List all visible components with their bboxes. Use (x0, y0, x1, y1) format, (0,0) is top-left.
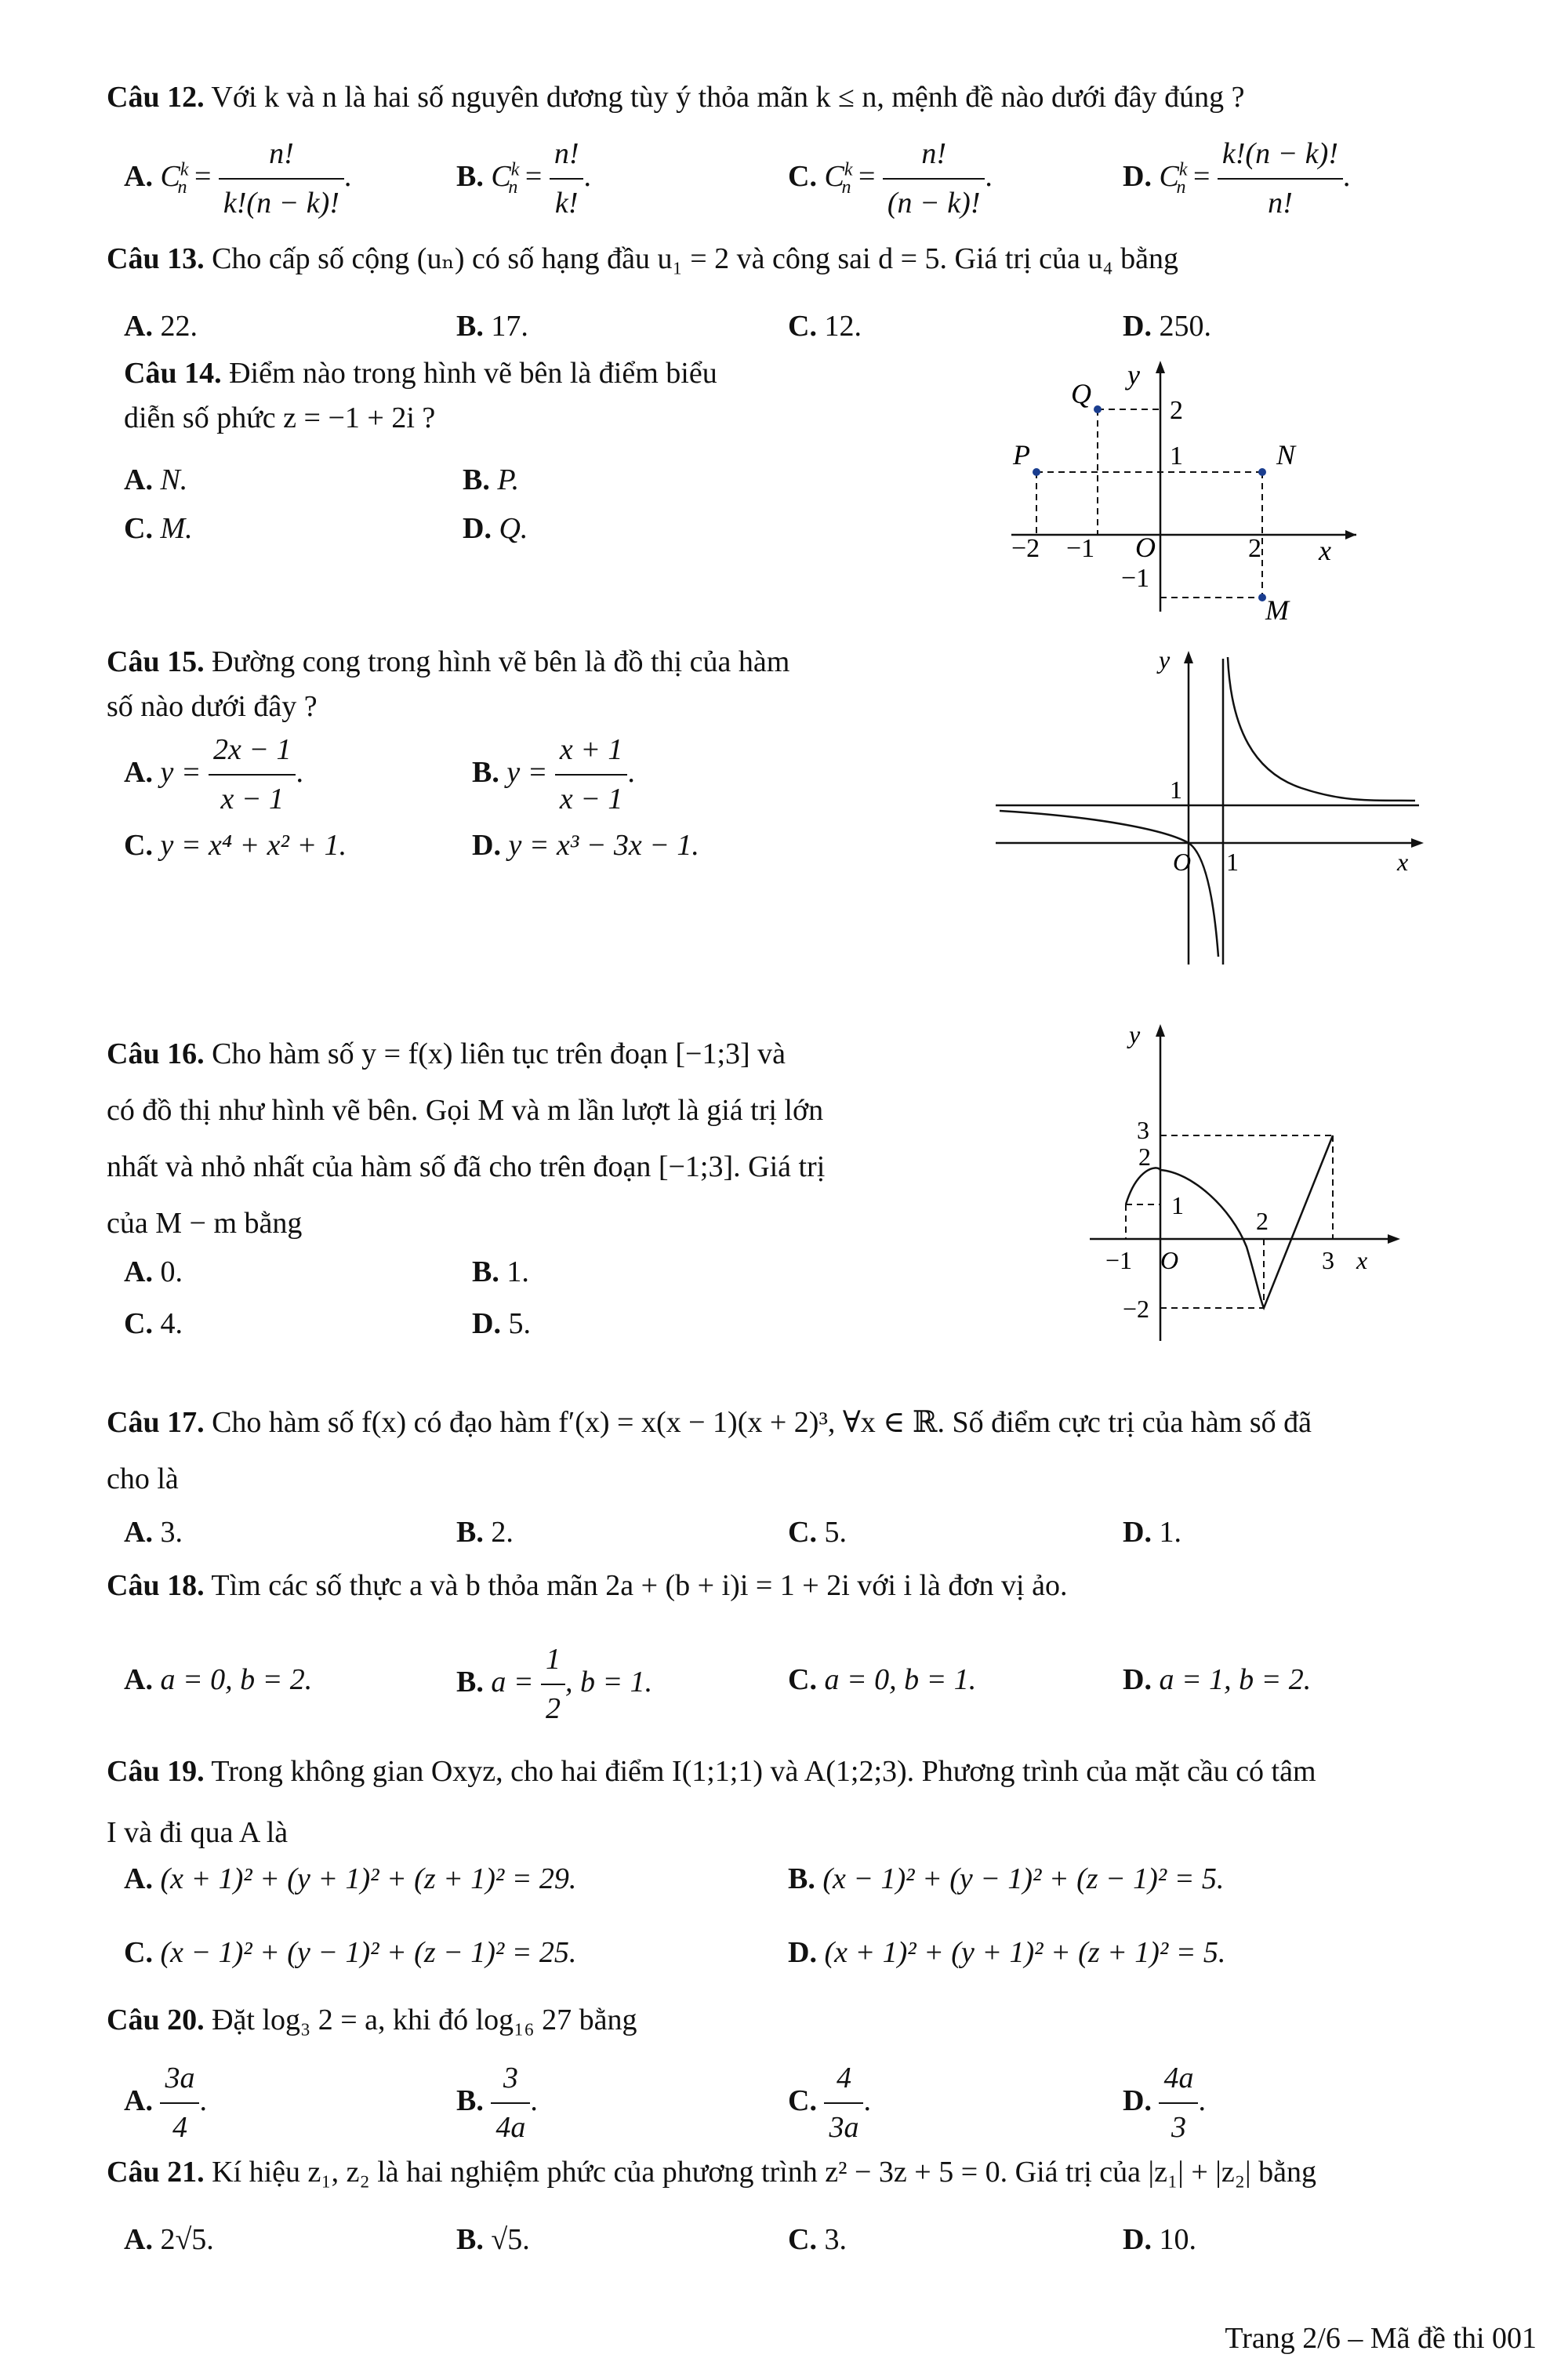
q20-option-c[interactable]: C. $\frac{4}{3a}$ . (788, 2058, 871, 2149)
point-q (1094, 405, 1102, 413)
q16-graph-figure (1082, 1019, 1411, 1349)
q12-option-d[interactable]: D. $C^k_n$ = $\frac{k!(n - k)!}{n!}$ . (1123, 133, 1350, 224)
q13-option-d[interactable]: D. 250. (1123, 310, 1211, 343)
q12-label: Câu 12. (107, 81, 205, 114)
q16-stem: Câu 16. Cho hàm số y = f(x) liên tục trên đoạn [−1;3] và có đồ thị như hình vẽ bên. Gọi M và m lần lượt là giá trị lớn nhất và nhỏ nhất của hàm số đã cho trên đoạn [−1;3]. Giá trị của M − m bằng (107, 1037, 826, 1240)
svg-text:x: x (1397, 848, 1409, 876)
q15-option-d[interactable]: D. y = x³ − 3x − 1. (472, 829, 699, 862)
q15-option-a[interactable]: A. y = $\frac{2x - 1}{x - 1}$ . (124, 729, 303, 820)
q16-option-a[interactable]: A. 0. (124, 1255, 183, 1288)
tick-neg1: −1 (1066, 534, 1095, 563)
q21-option-a[interactable]: A. 2√5. (124, 2223, 214, 2256)
q13-option-b[interactable]: B. 17. (456, 310, 528, 343)
q13-option-a[interactable]: A. 22. (124, 310, 198, 343)
tick-neg1y: −1 (1121, 564, 1150, 593)
q17-option-c[interactable]: C. 5. (788, 1516, 847, 1549)
svg-text:2: 2 (1256, 1207, 1269, 1235)
tick-1y: 1 (1170, 441, 1183, 470)
y-axis-arrow (1156, 361, 1165, 373)
q19-option-c[interactable]: C. (x − 1)² + (y − 1)² + (z − 1)² = 25. (124, 1936, 577, 1969)
point-n (1258, 468, 1266, 476)
svg-text:y: y (1129, 1020, 1141, 1048)
tick-2x: 2 (1248, 534, 1261, 563)
q18-stem: Câu 18. Tìm các số thực a và b thỏa mãn 2a + (b + i)i = 1 + 2i với i là đơn vị ảo. (107, 1569, 1068, 1602)
tick-2y: 2 (1170, 396, 1183, 425)
q16-option-c[interactable]: C. 4. (124, 1307, 183, 1340)
q18-option-a[interactable]: A. a = 0, b = 2. (124, 1663, 313, 1696)
svg-text:3: 3 (1137, 1116, 1149, 1144)
q16-option-d[interactable]: D. 5. (472, 1307, 531, 1340)
q17-option-b[interactable]: B. 2. (456, 1516, 514, 1549)
label-y: y (1127, 359, 1140, 391)
q12-stem (107, 75, 1244, 120)
label-m: M (1265, 594, 1289, 619)
curve-right-branch (1228, 657, 1415, 801)
svg-text:2: 2 (1138, 1143, 1151, 1171)
q13-option-c[interactable]: C. 12. (788, 310, 862, 343)
curve-left-branch (1000, 811, 1218, 957)
svg-text:1: 1 (1171, 1191, 1184, 1219)
q20-option-a[interactable]: A. $\frac{3a}{4}$ . (124, 2058, 207, 2149)
q17-stem: Câu 17. Cho hàm số f(x) có đạo hàm f′(x) = x(x − 1)(x + 2)³, ∀x ∈ ℝ. Số điểm cực trị của hàm số đã cho là (107, 1406, 1312, 1495)
svg-text:3: 3 (1322, 1246, 1334, 1274)
q13-stem: Câu 13. Cho cấp số cộng (uₙ) có số hạng đầu u₁ = 2 và công sai d = 5. Giá trị của u₄ bằng (107, 242, 1178, 275)
q18-option-c[interactable]: C. a = 0, b = 1. (788, 1663, 977, 1696)
q21-stem: Câu 21. Kí hiệu z₁, z₂ là hai nghiệm phức của phương trình z² − 3z + 5 = 0. Giá trị của |z₁| + |z₂| bằng (107, 2156, 1316, 2189)
q15-option-b[interactable]: B. y = $\frac{x + 1}{x - 1}$ . (472, 729, 635, 820)
q14-option-b[interactable]: B. P. (463, 463, 520, 496)
q12-text: Với k và n là hai số nguyên dương tùy ý thỏa mãn k ≤ n, mệnh đề nào dưới đây đúng ? (211, 81, 1245, 114)
q19-option-b[interactable]: B. (x − 1)² + (y − 1)² + (z − 1)² = 5. (788, 1862, 1225, 1895)
q15-stem: Câu 15. Đường cong trong hình vẽ bên là đồ thị của hàm số nào dưới đây ? (107, 645, 790, 723)
label-p: P (1013, 439, 1030, 470)
x-axis-arrow (1345, 530, 1356, 540)
q15-graph-figure (988, 643, 1427, 972)
point-p (1033, 468, 1040, 476)
q14-complex-plane-figure (996, 353, 1364, 619)
tick-neg2: −2 (1011, 534, 1040, 563)
q21-option-d[interactable]: D. 10. (1123, 2223, 1196, 2256)
q14-option-c[interactable]: C. M. (124, 512, 193, 545)
q20-option-d[interactable]: D. $\frac{4a}{3}$ . (1123, 2058, 1206, 2149)
q21-option-c[interactable]: C. 3. (788, 2223, 847, 2256)
label-n: N (1276, 439, 1296, 470)
q12-option-a[interactable]: A. $C^k_n$ = $\frac{n!}{k!(n - k)!}$ . (124, 133, 351, 224)
q18-option-d[interactable]: D. a = 1, b = 2. (1123, 1663, 1312, 1696)
q17-option-a[interactable]: A. 3. (124, 1516, 183, 1549)
q15-option-c[interactable]: C. y = x⁴ + x² + 1. (124, 829, 347, 862)
q20-stem: Câu 20. Đặt log₃ 2 = a, khi đó log₁₆ 27 bằng (107, 2004, 637, 2036)
q14-stem: Câu 14. Điểm nào trong hình vẽ bên là điểm biểu diễn số phức z = −1 + 2i ? (124, 357, 717, 434)
q12-option-c[interactable]: C. $C^k_n$ = $\frac{n!}{(n - k)!}$ . (788, 133, 993, 224)
q20-option-b[interactable]: B. $\frac{3}{4a}$ . (456, 2058, 538, 2149)
svg-text:x: x (1356, 1246, 1368, 1274)
q17-option-d[interactable]: D. 1. (1123, 1516, 1181, 1549)
label-o: O (1135, 532, 1156, 563)
svg-text:−2: −2 (1123, 1295, 1150, 1323)
label-x: x (1319, 535, 1331, 566)
q19-stem: Câu 19. Trong không gian Oxyz, cho hai điểm I(1;1;1) và A(1;2;3). Phương trình của mặt cầu có tâm I và đi qua A là (107, 1755, 1316, 1849)
q14-option-d[interactable]: D. Q. (463, 512, 528, 545)
q21-option-b[interactable]: B. √5. (456, 2223, 530, 2256)
svg-text:O: O (1160, 1246, 1179, 1274)
svg-text:O: O (1173, 848, 1192, 876)
svg-text:−1: −1 (1105, 1246, 1133, 1274)
q19-option-d[interactable]: D. (x + 1)² + (y + 1)² + (z + 1)² = 5. (788, 1936, 1226, 1969)
svg-text:1: 1 (1226, 848, 1239, 876)
q12-option-b[interactable]: B. $C^k_n$ = $\frac{n!}{k!}$ . (456, 133, 591, 224)
q19-option-a[interactable]: A. (x + 1)² + (y + 1)² + (z + 1)² = 29. (124, 1862, 577, 1895)
function-curve (1126, 1135, 1333, 1308)
page-footer: Trang 2/6 – Mã đề thi 001 (1225, 2322, 1537, 2355)
q16-option-b[interactable]: B. 1. (472, 1255, 529, 1288)
label-q: Q (1071, 378, 1091, 409)
svg-text:y: y (1159, 645, 1171, 674)
q18-option-b[interactable]: B. a = $\frac{1}{2}$ , b = 1. (456, 1639, 652, 1730)
q14-option-a[interactable]: A. N. (124, 463, 188, 496)
svg-text:1: 1 (1170, 776, 1182, 804)
